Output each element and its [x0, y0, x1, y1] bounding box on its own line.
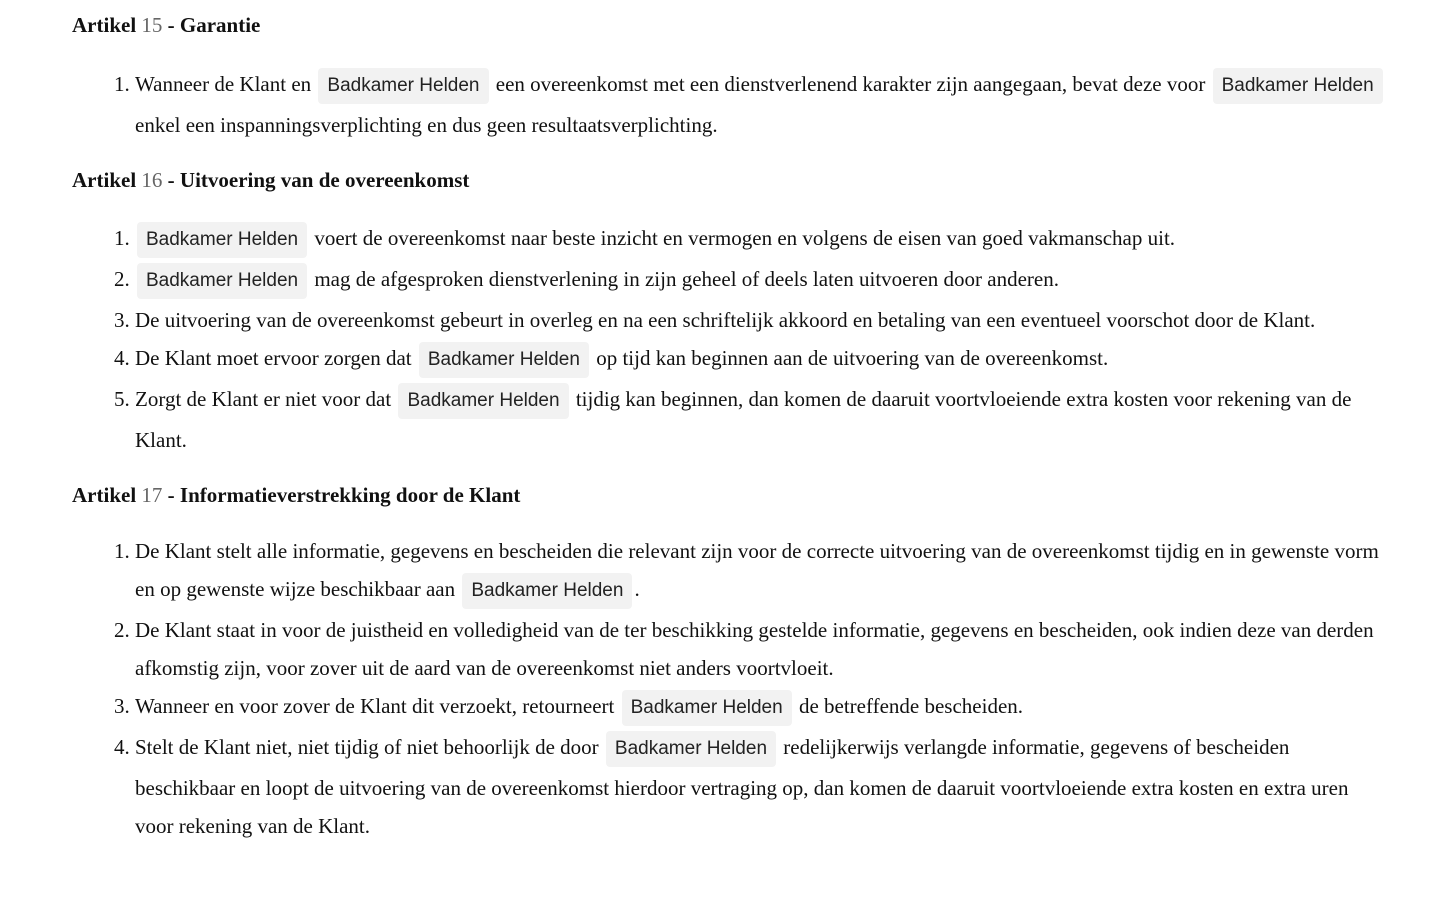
- item-text: Wanneer de Klant en: [135, 72, 317, 96]
- company-name-chip: Badkamer Helden: [419, 342, 589, 378]
- article-17: [72, 480, 1392, 845]
- list-item: [135, 65, 1392, 144]
- company-name-chip: Badkamer Helden: [462, 573, 632, 609]
- item-text: redelijkerwijs verlangde informatie, gegevens of bescheiden beschikbaar en loopt de uitvoering van de overeenkomst hierdoor vertraging op, dan komen de daaruit voortvloeiende extra kosten en extra uren voor rekening van de Klant.: [135, 735, 1349, 838]
- article-prefix: Artikel: [72, 168, 137, 192]
- company-name-chip: Badkamer Helden: [318, 68, 488, 104]
- item-text: Stelt de Klant niet, niet tijdig of niet behoorlijk de door: [135, 735, 604, 759]
- item-text: enkel een inspanningsverplichting en dus geen resultaatsverplichting.: [135, 113, 718, 137]
- list-item: [135, 260, 1392, 301]
- article-15: [72, 10, 1392, 144]
- item-text: een overeenkomst met een dienstverlenend karakter zijn aangegaan, bevat deze voor: [490, 72, 1211, 96]
- article-list: [72, 65, 1392, 144]
- article-heading: [72, 10, 1392, 40]
- item-text: de betreffende bescheiden.: [793, 694, 1024, 718]
- item-text: .: [634, 577, 640, 601]
- article-number: 17: [141, 483, 163, 507]
- list-item: [135, 728, 1392, 845]
- company-name-chip: Badkamer Helden: [398, 383, 568, 419]
- company-name-chip: Badkamer Helden: [137, 263, 307, 299]
- article-prefix: Artikel: [72, 13, 137, 37]
- item-text: mag de afgesproken dienstverlening in zijn geheel of deels laten uitvoeren door anderen.: [309, 267, 1059, 291]
- item-text: Zorgt de Klant er niet voor dat: [135, 387, 397, 411]
- item-text: op tijd kan beginnen aan de uitvoering van de overeenkomst.: [590, 346, 1109, 370]
- company-name-chip: Badkamer Helden: [622, 690, 792, 726]
- item-text: Wanneer en voor zover de Klant dit verzoekt, retourneert: [135, 694, 620, 718]
- list-item: [135, 532, 1392, 611]
- item-text: De Klant moet ervoor zorgen dat: [135, 346, 417, 370]
- article-title: - Informatieverstrekking door de Klant: [167, 483, 521, 507]
- article-list: [72, 219, 1392, 459]
- list-item: [135, 611, 1392, 687]
- article-title: - Garantie: [167, 13, 261, 37]
- article-prefix: Artikel: [72, 483, 137, 507]
- list-item: [135, 380, 1392, 459]
- article-number: 15: [141, 13, 163, 37]
- company-name-chip: Badkamer Helden: [1213, 68, 1383, 104]
- list-item: [135, 219, 1392, 260]
- list-item: [135, 301, 1392, 339]
- item-text: De uitvoering van de overeenkomst gebeurt in overleg en na een schriftelijk akkoord en betaling van een eventueel voorschot door de Klant.: [135, 308, 1316, 332]
- item-text: tijdig kan beginnen, dan komen de daaruit voortvloeiende extra kosten voor rekening van de Klant.: [135, 387, 1352, 452]
- article-heading: [72, 480, 1392, 510]
- list-item: [135, 687, 1392, 728]
- item-text: voert de overeenkomst naar beste inzicht en vermogen en volgens de eisen van goed vakmanschap uit.: [309, 226, 1176, 250]
- item-text: De Klant stelt alle informatie, gegevens en bescheiden die relevant zijn voor de correcte uitvoering van de overeenkomst tijdig en in gewenste vorm en op gewenste wijze beschikbaar aan: [135, 539, 1379, 601]
- article-16: [72, 165, 1392, 459]
- article-list: [72, 532, 1392, 845]
- list-item: [135, 339, 1392, 380]
- company-name-chip: Badkamer Helden: [606, 731, 776, 767]
- article-title: - Uitvoering van de overeenkomst: [167, 168, 470, 192]
- article-number: 16: [141, 168, 163, 192]
- item-text: De Klant staat in voor de juistheid en volledigheid van de ter beschikking gestelde informatie, gegevens en bescheiden, ook indien deze van derden afkomstig zijn, voor zover uit de aard van de overeenkomst niet anders voortvloeit.: [135, 618, 1374, 680]
- company-name-chip: Badkamer Helden: [137, 222, 307, 258]
- article-heading: [72, 165, 1392, 195]
